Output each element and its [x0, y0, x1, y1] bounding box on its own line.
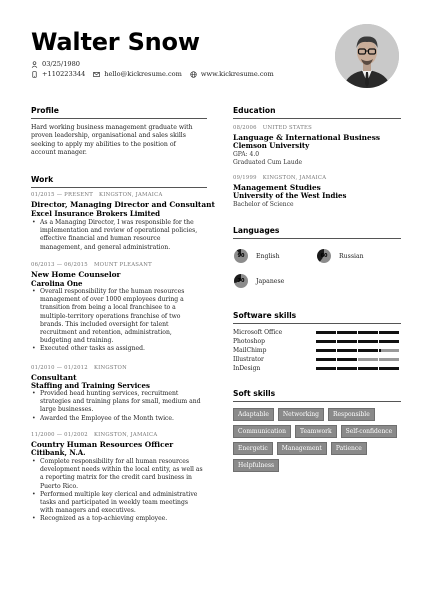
- job-2-org: Carolina One: [31, 279, 83, 288]
- skill-bar-fill: [379, 331, 399, 334]
- job-4-meta: [31, 432, 157, 438]
- job-3-meta: [31, 365, 127, 371]
- edu-1-line-2: Graduated Cum Laude: [233, 159, 303, 166]
- job-4-bullet-3: • Recognized as a top-achieving employee.: [31, 515, 203, 523]
- skill-bar-fill: [379, 340, 399, 343]
- lang-2-name: Russian: [339, 253, 364, 260]
- job-2-dates: 06/2013 — 06/2015: [31, 262, 88, 268]
- job-4-bullet-2: • Performed multiple key clerical and administrative tasks and participated in weekly team meetings with managers and executives.: [31, 491, 203, 516]
- job-1-org: Excel Insurance Brokers Limited: [31, 209, 161, 218]
- edu-1-line-1: GPA: 4.0: [233, 151, 260, 158]
- languages-rule: [233, 238, 401, 239]
- skill-bar-fill: [316, 340, 336, 343]
- edu-1-location: UNITED STATES: [262, 125, 312, 131]
- skill-bar-fill: [379, 349, 381, 352]
- soft-skills-rule: [233, 401, 401, 402]
- software-1-name: Microsoft Office: [233, 329, 283, 336]
- work-heading: Work: [31, 175, 54, 184]
- job-1-bullet-1: • As a Managing Director, I was responsible for the implementation and review of operational policies, effective financial and human resource management, and general administration.: [31, 219, 203, 252]
- job-3-dates: 01/2010 — 01/2012: [31, 365, 88, 371]
- soft-skill-chip: Patience: [331, 442, 367, 455]
- lang-1-percent: 90: [237, 253, 245, 259]
- skill-bar-segment: [379, 349, 399, 352]
- skill-bar-fill: [358, 367, 378, 370]
- job-4-title: Country Human Resources Officer: [31, 440, 174, 449]
- web-text: www.kickresume.com: [200, 70, 274, 78]
- skill-bar-fill: [379, 367, 399, 370]
- skill-bar-fill: [337, 367, 357, 370]
- job-1-title: Director, Managing Director and Consultant: [31, 200, 215, 209]
- job-1-bullets: [31, 219, 203, 252]
- skill-bar-fill: [316, 358, 336, 361]
- edu-2-meta: [233, 175, 326, 181]
- job-4-dates: 11/2000 — 01/2002: [31, 432, 88, 438]
- person-icon: [31, 61, 38, 68]
- job-4-bullet-1: • Complete responsibility for all human resources development needs within the local entity, as well as a reporting matrix for the credit card business in Puerto Rico.: [31, 458, 203, 491]
- edu-1-degree: Language & International Business: [233, 133, 381, 142]
- soft-skill-chip: Self-confidence: [341, 425, 398, 438]
- soft-skill-chip: Communication: [233, 425, 291, 438]
- skill-bar-fill: [337, 358, 357, 361]
- job-4-bullets: [31, 458, 203, 524]
- skill-bar-fill: [316, 331, 336, 334]
- soft-skills-heading: Soft skills: [233, 389, 276, 398]
- resume-name: Walter Snow: [31, 28, 200, 56]
- edu-2-dates: 09/1999: [233, 175, 257, 181]
- software-3-bar: [316, 349, 399, 352]
- profile-rule: [31, 118, 207, 119]
- skill-bar-fill: [358, 340, 378, 343]
- soft-skill-chip: Helpfulness: [233, 459, 279, 472]
- contact-row: [31, 70, 274, 78]
- education-heading: Education: [233, 106, 276, 115]
- job-1-location: KINGSTON, JAMAICA: [99, 192, 163, 198]
- skill-bar-fill: [337, 340, 357, 343]
- job-2-bullet-1: • Overall responsibility for the human resources management of over 1000 employees during a transition from being a local franchisee to a multiple-territory operations franchise of two brands. This included oversight for talent recruitment and retention, administration, budgeting and training.: [31, 288, 203, 345]
- soft-skill-chip: Energetic: [233, 442, 273, 455]
- job-1-dates: 01/2015 — PRESENT: [31, 192, 94, 198]
- skill-bar-fill: [316, 349, 336, 352]
- soft-skills-list: [233, 408, 403, 472]
- soft-skill-chip: Networking: [278, 408, 324, 421]
- globe-icon: [190, 71, 197, 78]
- job-4-location: KINGSTON, JAMAICA: [93, 432, 158, 438]
- job-4-org: Citibank, N.A.: [31, 448, 86, 457]
- job-2-bullet-2: • Executed other tasks as assigned.: [31, 345, 203, 353]
- job-1-meta: [31, 192, 163, 198]
- job-3-location: KINGSTON: [93, 365, 127, 371]
- edu-2-school: University of the West Indies: [233, 191, 347, 200]
- software-4-name: Illustrator: [233, 356, 264, 363]
- edu-1-school: Clemson University: [233, 141, 310, 150]
- software-3-name: MailChimp: [233, 347, 267, 354]
- job-3-bullets: [31, 390, 203, 423]
- phone-icon: [31, 71, 38, 78]
- profile-heading: Profile: [31, 106, 59, 115]
- email-icon: [93, 71, 100, 78]
- lang-3-name: Japanese: [256, 278, 285, 285]
- edu-2-degree: Management Studies: [233, 183, 321, 192]
- software-rule: [233, 323, 401, 324]
- edu-2-line-1: Bachelor of Science: [233, 201, 294, 208]
- soft-skill-chip: Adaptable: [233, 408, 274, 421]
- edu-2-location: KINGSTON, JAMAICA: [262, 175, 327, 181]
- software-5-name: InDesign: [233, 365, 261, 372]
- skill-bar-segment: [358, 358, 378, 361]
- birth-date: [31, 60, 80, 68]
- skill-bar-fill: [337, 331, 357, 334]
- lang-2-percent: 60: [320, 253, 328, 259]
- edu-1-meta: [233, 125, 312, 131]
- edu-1-dates: 08/2006: [233, 125, 257, 131]
- job-3-bullet-2: • Awarded the Employee of the Month twice.: [31, 415, 203, 423]
- software-5-bar: [316, 367, 399, 370]
- job-2-meta: [31, 262, 152, 268]
- software-4-bar: [316, 358, 399, 361]
- lang-1-name: English: [256, 253, 280, 260]
- skill-bar-fill: [358, 331, 378, 334]
- job-3-bullet-1: • Provided head hunting services, recruitment strategies and training plans for small, medium and large businesses.: [31, 390, 203, 415]
- phone-text: +110223344: [42, 70, 86, 78]
- job-2-title: New Home Counselor: [31, 270, 121, 279]
- job-2-location: MOUNT PLEASANT: [93, 262, 152, 268]
- soft-skill-chip: Management: [277, 442, 327, 455]
- profile-text: Hard working business management graduate with proven leadership, organisational and sales skills seeking to apply my abilities to the position of account manager.: [31, 124, 193, 157]
- education-rule: [233, 118, 401, 119]
- soft-skill-chip: Responsible: [328, 408, 375, 421]
- software-2-bar: [316, 340, 399, 343]
- job-2-bullets: [31, 288, 203, 354]
- software-heading: Software skills: [233, 311, 297, 320]
- job-3-org: Staffing and Training Services: [31, 381, 150, 390]
- skill-bar-fill: [316, 367, 336, 370]
- lang-3-percent: 70: [237, 278, 245, 284]
- languages-heading: Languages: [233, 226, 280, 235]
- software-1-bar: [316, 331, 399, 334]
- profile-photo: [335, 24, 399, 88]
- email-text: hello@kickresume.com: [104, 70, 182, 78]
- soft-skill-chip: Teamwork: [295, 425, 337, 438]
- skill-bar-fill: [358, 349, 378, 352]
- software-2-name: Photoshop: [233, 338, 265, 345]
- job-3-title: Consultant: [31, 373, 77, 382]
- birth-date-text: 03/25/1980: [42, 60, 81, 68]
- skill-bar-fill: [337, 349, 357, 352]
- work-rule: [31, 187, 207, 188]
- skill-bar-segment: [379, 358, 399, 361]
